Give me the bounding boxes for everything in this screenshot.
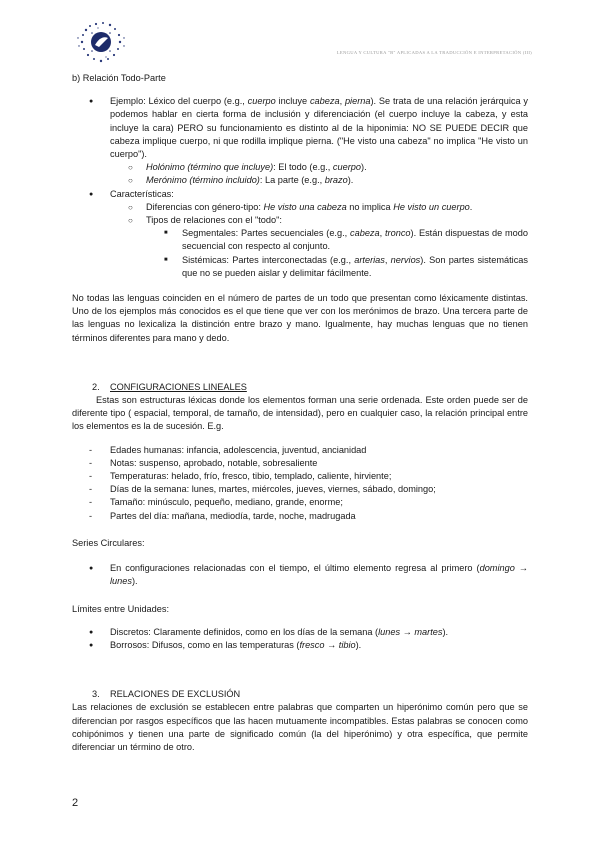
list-item: - Partes del día: mañana, mediodía, tarde, noche, madrugada <box>72 510 528 523</box>
list-item: - Edades humanas: infancia, adolescencia, juventud, ancianidad <box>72 444 528 457</box>
list-item: ■ Sistémicas: Partes interconectadas (e.g., arterias, nervios). Son partes sistemáticas que no se pueden aislar y delimitar fácilmente. <box>146 254 528 280</box>
list-item: ○ Tipos de relaciones con el "todo": ■ Segmentales: Partes secuenciales (e.g., cabeza, tronco). Están dispuestas de modo secuencial con respecto al conjunto. ■ Sistémicas: Partes interconectadas (e.g., arterias, nervios). Son partes sistemáticas que no se pueden aislar y delimitar fácilmente. <box>110 214 528 280</box>
limites-list <box>72 626 528 652</box>
list-item: ○ Merónimo (término incluido): La parte (e.g., brazo). <box>110 174 528 187</box>
list-item: ○ Holónimo (término que incluye): El todo (e.g., cuerpo). <box>110 161 528 174</box>
todo-parte-list <box>72 95 528 280</box>
document-body <box>72 72 528 754</box>
list-item: - Días de la semana: lunes, martes, miércoles, jueves, viernes, sábado, domingo; <box>72 483 528 496</box>
section-heading-2: 2. CONFIGURACIONES LINEALES <box>92 381 247 392</box>
list-item: ○ Diferencias con género-tipo: He visto una cabeza no implica He visto un cuerpo. <box>110 201 528 214</box>
section-heading-3: 3. RELACIONES DE EXCLUSIÓN <box>92 689 241 700</box>
subheading-todo-parte: b) Relación Todo-Parte <box>72 73 166 83</box>
series-circulares-label: Series Circulares: <box>72 537 145 548</box>
examples-list <box>72 444 528 523</box>
list-item: ● Características: ○ Diferencias con género-tipo: He visto una cabeza no implica He visto un cuerpo. ○ Tipos de relaciones con el "todo": ■ Segmentales: Partes secuenciales (e.g., cabeza, tronco). Están dispuestas de modo secuencial con respecto al conjunto. ■ Sistémicas: Partes interconectadas (e.g., arterias, nervios). Son partes sistemáticas que no se pueden aislar y delimitar fácilmente. <box>72 188 528 280</box>
list-item: - Notas: suspenso, aprobado, notable, sobresaliente <box>72 457 528 470</box>
series-list <box>72 562 528 588</box>
list-item: ■ Segmentales: Partes secuenciales (e.g., cabeza, tronco). Están dispuestas de modo secuencial con respecto al conjunto. <box>146 227 528 253</box>
list-item: - Tamaño: minúsculo, pequeño, mediano, grande, enorme; <box>72 496 528 509</box>
page-number: 2 <box>72 797 79 809</box>
section2-intro: Estas son estructuras léxicas donde los elementos forman una serie ordenada. Este orden puede ser de diferente tipo ( espacial, temporal, de tamaño, de intensidad), pero en cualquier caso, la relación principal entre los elementos es la de sucesión. E.g. <box>72 395 528 432</box>
running-header: LENGUA Y CULTURA "B" APLICADAS A LA TRADUCCIÓN E INTERPRETACIÓN (III) <box>336 50 532 55</box>
list-item: ● Borrosos: Difusos, como en las temperaturas (fresco → tibio). <box>72 639 528 652</box>
university-seal-icon <box>72 20 130 64</box>
section3-paragraph: Las relaciones de exclusión se establecen entre palabras que comparten un hiperónimo común pero que se diferencian por rasgos específicos que las hacen mutuamente incompatibles. Estas palabras se conocen como cohipónimos y tienen una parte de significado común (la del hiperónimo) y otra específica, que permite diferenciar un término de otro. <box>72 702 528 752</box>
list-item: ● En configuraciones relacionadas con el tiempo, el último elemento regresa al primero (domingo → lunes). <box>72 562 528 588</box>
list-item: ● Ejemplo: Léxico del cuerpo (e.g., cuerpo incluye cabeza, pierna). Se trata de una relación jerárquica y podemos hablar en cierta forma de inclusión y diferenciación (el cuerpo incluye la cabeza, y esta incluye la cara) PERO su funcionamiento es distinto al de la hiponimia: NO SE PUEDE DECIR que cabeza implique cuerpo, ni que rodilla implique pierna. ("He visto una cabeza" no implica "He visto un cuerpo"). ○ Holónimo (término que incluye): El todo (e.g., cuerpo). ○ Merónimo (término incluido): La parte (e.g., brazo). <box>72 95 528 187</box>
limites-label: Límites entre Unidades: <box>72 603 170 614</box>
paragraph-lenguas: No todas las lenguas coinciden en el número de partes de un todo que presentan como léxicamente distintas. Uno de los ejemplos más conocidos es el que tiene que ver con los merónimos de brazo. Una tercera parte de las lenguas no lexicaliza la distinción entre brazo y mano. Igualmente, hay muchas lenguas que no tienen términos diferentes para mano y dedo. <box>72 293 528 343</box>
list-item: ● Discretos: Claramente definidos, como en los días de la semana (lunes → martes). <box>72 626 528 639</box>
list-item: - Temperaturas: helado, frío, fresco, tibio, templado, caliente, hirviente; <box>72 470 528 483</box>
